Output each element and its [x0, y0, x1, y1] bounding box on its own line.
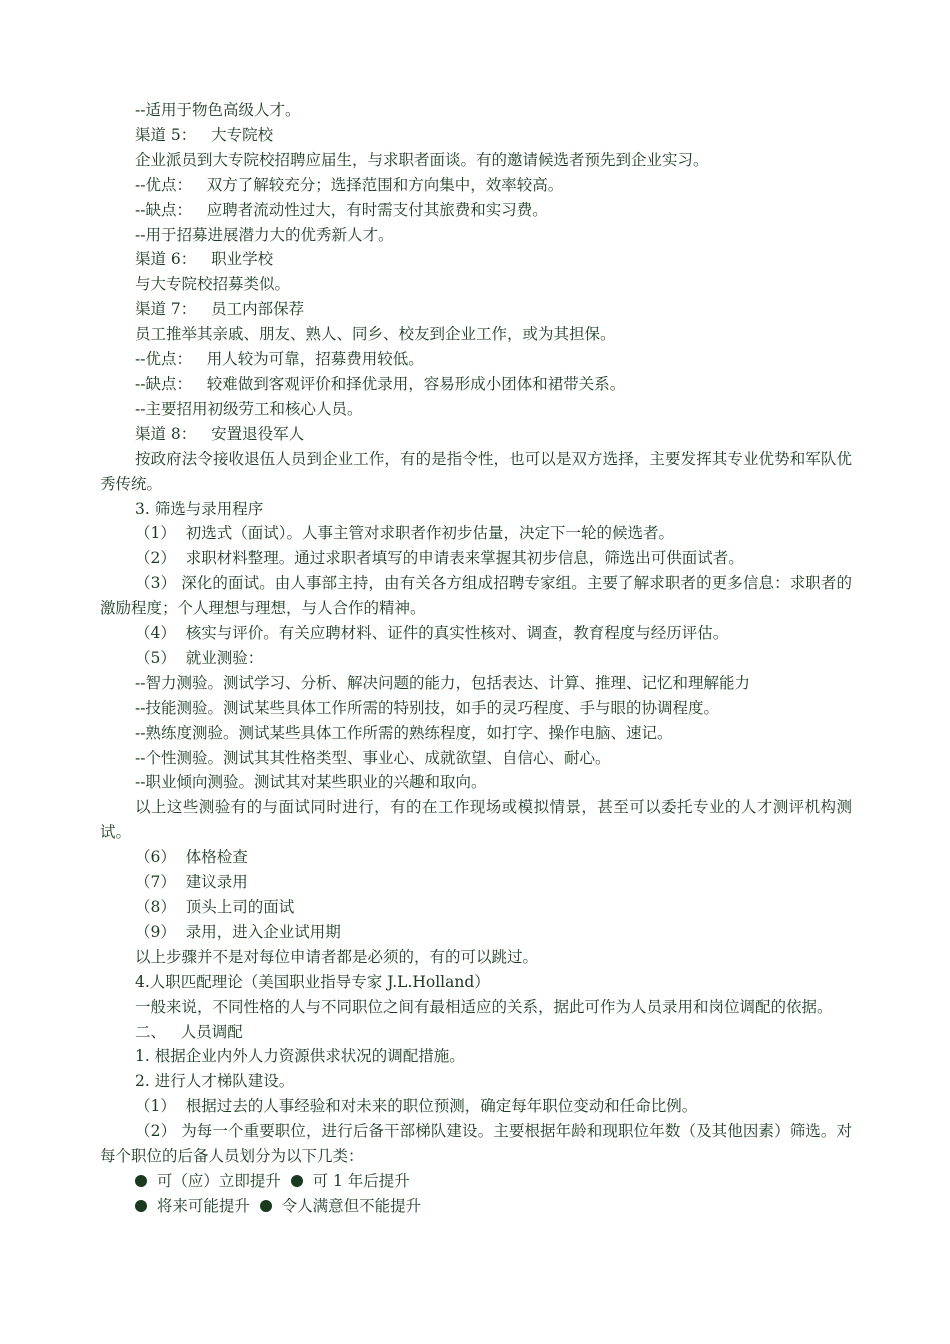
- text-line: --优点： 双方了解较充分；选择范围和方向集中，效率较高。: [135, 175, 564, 194]
- text-line: 员工推举其亲戚、朋友、熟人、同乡、校友到企业工作，或为其担保。: [135, 325, 616, 344]
- text-line: --缺点： 应聘者流动性过大，有时需支付其旅费和实习费。: [135, 200, 548, 219]
- bullet-item: 可（应）立即提升: [156, 1171, 281, 1190]
- document-body: [100, 98, 852, 1219]
- text-line: --职业倾向测验。测试其对某些职业的兴趣和取向。: [135, 773, 487, 792]
- text-line: 以上步骤并不是对每位申请者都是必须的，有的可以跳过。: [135, 947, 539, 966]
- text-line: （2） 求职材料整理。通过求职者填写的申请表来掌握其初步信息，筛选出可供面试者。: [135, 549, 744, 568]
- text-line: 渠道 6： 职业学校: [135, 250, 274, 269]
- text-line: --技能测验。测试某些具体工作所需的特别技，如手的灵巧程度、手与眼的协调程度。: [135, 698, 719, 717]
- text-line: --用于招募进展潜力大的优秀新人才。: [135, 225, 394, 244]
- text-line: --适用于物色高级人才。: [135, 101, 301, 119]
- paragraph: （2） 为每一个重要职位，进行后备干部梯队建设。主要根据年龄和现职位年数（及其他因素）筛选。对 每个职位的后备人员划分为以下几类：: [100, 1122, 852, 1166]
- bullet-item: 令人满意但不能提升: [281, 1196, 422, 1215]
- bullet-item: 可 1 年后提升: [312, 1171, 410, 1190]
- text-line: 渠道 7： 员工内部保荐: [135, 300, 305, 319]
- text-line: --熟练度测验。测试某些具体工作所需的熟练程度，如打字、操作电脑、速记。: [135, 723, 673, 742]
- text-line: --个性测验。测试其其性格类型、事业心、成就欲望、自信心、耐心。: [135, 748, 611, 767]
- text-line: （7） 建议录用: [135, 873, 248, 892]
- text-line: （6） 体格检查: [135, 848, 248, 867]
- text-line: --智力测验。测试学习、分析、解决问题的能力，包括表达、计算、推理、记忆和理解能力: [135, 673, 750, 692]
- bullet-row: [100, 1194, 852, 1219]
- text-line: 企业派员到大专院校招聘应届生，与求职者面谈。有的邀请候选者预先到企业实习。: [135, 150, 709, 169]
- text-line: （1） 初选式（面试）。人事主管对求职者作初步估量，决定下一轮的候选者。: [135, 524, 674, 543]
- paragraph: 一般来说，不同性格的人与不同职位之间有最相适应的关系，据此可作为人员录用和岗位调配的依据。: [135, 997, 833, 1016]
- bullet-icon: [291, 1175, 303, 1187]
- text-line: （1） 根据过去的人事经验和对未来的职位预测，确定每年职位变动和任命比例。: [135, 1097, 698, 1116]
- bullet-row: [100, 1169, 852, 1194]
- text-line: --主要招用初级劳工和核心人员。: [135, 399, 363, 418]
- text-line: --优点： 用人较为可靠，招募费用较低。: [135, 350, 424, 369]
- text-line: --缺点： 较难做到客观评价和择优录用，容易形成小团体和裙带关系。: [135, 374, 626, 393]
- text-line: 二、 人员调配: [135, 1022, 243, 1041]
- paragraph: （3） 深化的面试。由人事部主持，由有关各方组成招聘专家组。主要了解求职者的更多信息：求职者的激励程度；个人理想与理想，与人合作的精神。: [100, 574, 852, 618]
- text-line: （5） 就业测验：: [135, 648, 264, 667]
- text-line: 3. 筛选与录用程序: [135, 499, 264, 518]
- text-line: （9） 录用，进入企业试用期: [135, 922, 341, 941]
- text-line: 2. 进行人才梯队建设。: [135, 1072, 295, 1091]
- bullet-item: 将来可能提升: [156, 1196, 250, 1215]
- text-line: 渠道 8： 安置退役军人: [135, 424, 305, 443]
- text-line: 1. 根据企业内外人力资源供求状况的调配措施。: [135, 1047, 465, 1066]
- text-line: 渠道 5： 大专院校: [135, 125, 274, 144]
- text-line: 4.人职匹配理论（美国职业指导专家 J.L.Holland）: [135, 972, 490, 991]
- paragraph: 按政府法令接收退伍人员到企业工作，有的是指令性，也可以是双方选择，主要发挥其专业优势和军队优秀传统。: [100, 449, 852, 493]
- paragraph: 以上这些测验有的与面试同时进行，有的在工作现场或模拟情景，甚至可以委托专业的人才测评机构测试。: [100, 798, 852, 842]
- bullet-icon: [135, 1200, 147, 1212]
- text-line: 与大专院校招募类似。: [135, 275, 291, 294]
- text-line: （8） 顶头上司的面试: [135, 898, 295, 916]
- bullet-icon: [135, 1175, 147, 1187]
- bullet-icon: [260, 1200, 272, 1212]
- text-line: （4） 核实与评价。有关应聘材料、证件的真实性核对、调查，教育程度与经历评估。: [135, 624, 729, 643]
